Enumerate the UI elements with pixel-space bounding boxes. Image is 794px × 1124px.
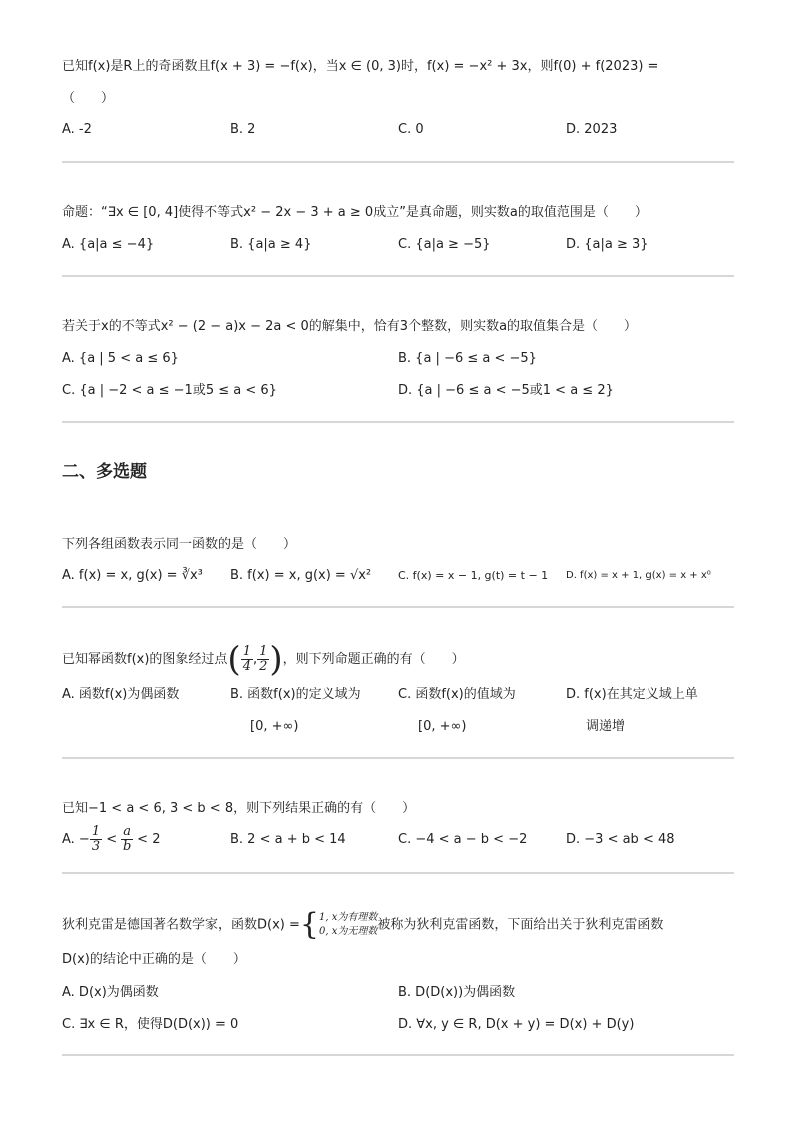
question-1-option-a[interactable]: A. -2	[62, 122, 92, 137]
question-3-option-a[interactable]: A. {a | 5 < a ≤ 6}	[62, 351, 179, 366]
section-title: 二、多选题	[62, 462, 147, 482]
question-1-stem: 已知f(x)是R上的奇函数且f(x + 3) = −f(x)，当x ∈ (0, 3)时，f(x) = −x² + 3x，则f(0) + f(2023) =	[62, 59, 659, 74]
question-5-stem-post: ，则下列命题正确的有（ ）	[282, 652, 465, 667]
question-4-option-d[interactable]: D. f(x) = x + 1, g(x) = x + x⁰	[566, 570, 711, 581]
divider	[62, 161, 734, 163]
left-paren: (	[227, 639, 241, 680]
divider	[62, 872, 734, 874]
divider	[62, 1054, 734, 1056]
question-7-option-b[interactable]: B. D(D(x))为偶函数	[398, 985, 516, 1000]
question-5-option-c[interactable]: C. 函数f(x)的值域为 [0, +∞)	[398, 687, 516, 734]
question-5-stem: 已知幂函数f(x)的图象经过点( $\frac{1}{4}$ , $\frac{1}{2}$ )，则下列命题正确的有（ ）	[62, 639, 465, 680]
divider	[62, 421, 734, 423]
question-6-stem: 已知−1 < a < 6, 3 < b < 8，则下列结果正确的有（ ）	[62, 801, 416, 816]
question-2-option-a[interactable]: A. {a|a ≤ −4}	[62, 237, 155, 252]
question-1-answer-blank: （ ）	[62, 91, 115, 106]
right-paren: )	[269, 639, 283, 680]
question-6-option-d[interactable]: D. −3 < ab < 48	[566, 832, 675, 847]
question-6-option-a[interactable]: A. − $\frac{1}{3}$ < $\frac{a}{b}$ < 2	[62, 824, 161, 854]
question-1-option-b[interactable]: B. 2	[230, 122, 256, 137]
question-7-option-c[interactable]: C. ∃x ∈ R，使得D(D(x)) = 0	[62, 1017, 239, 1032]
question-7-stem: 狄利克雷是德国著名数学家，函数D(x) ={ 1, x为有理数 0, x为无理数 被称为狄利克雷函数，下面给出关于狄利克雷函数	[62, 907, 664, 942]
question-4-option-a[interactable]: A. f(x) = x, g(x) = ∛x³	[62, 568, 203, 583]
question-4-stem: 下列各组函数表示同一函数的是（ ）	[62, 537, 297, 552]
question-7-option-a[interactable]: A. D(x)为偶函数	[62, 985, 159, 1000]
question-2-option-d[interactable]: D. {a|a ≥ 3}	[566, 237, 649, 252]
question-3-option-c[interactable]: C. {a | −2 < a ≤ −1或5 ≤ a < 6}	[62, 383, 277, 398]
question-5-option-d[interactable]: D. f(x)在其定义域上单 调递增	[566, 687, 698, 734]
question-2-stem: 命题：“∃x ∈ [0, 4]使得不等式x² − 2x − 3 + a ≥ 0成立”是真命题，则实数a的取值范围是（ ）	[62, 205, 648, 220]
divider	[62, 757, 734, 759]
question-3-option-d[interactable]: D. {a | −6 ≤ a < −5或1 < a ≤ 2}	[398, 383, 614, 398]
question-5-stem-pre: 已知幂函数f(x)的图象经过点	[62, 652, 228, 667]
question-1-option-d[interactable]: D. 2023	[566, 122, 618, 137]
question-5-option-a[interactable]: A. 函数f(x)为偶函数	[62, 687, 180, 702]
piecewise-cases: 1, x为有理数 0, x为无理数	[318, 912, 378, 937]
question-3-option-b[interactable]: B. {a | −6 ≤ a < −5}	[398, 351, 537, 366]
fraction-x: $\frac{1}{4}$	[242, 644, 251, 674]
question-7-stem-line2: D(x)的结论中正确的是（ ）	[62, 952, 246, 967]
fraction-y: $\frac{1}{2}$	[259, 644, 268, 674]
question-2-option-c[interactable]: C. {a|a ≥ −5}	[398, 237, 491, 252]
question-7-option-d[interactable]: D. ∀x, y ∈ R, D(x + y) = D(x) + D(y)	[398, 1017, 635, 1032]
question-4-option-c[interactable]: C. f(x) = x − 1, g(t) = t − 1	[398, 569, 549, 582]
divider	[62, 606, 734, 608]
question-4-option-b[interactable]: B. f(x) = x, g(x) = √x²	[230, 568, 372, 583]
left-brace: {	[299, 907, 319, 942]
question-5-option-b[interactable]: B. 函数f(x)的定义域为 [0, +∞)	[230, 687, 361, 734]
question-3-stem: 若关于x的不等式x² − (2 − a)x − 2a < 0的解集中，恰有3个整数，则实数a的取值集合是（ ）	[62, 319, 638, 334]
divider	[62, 275, 734, 277]
question-6-option-c[interactable]: C. −4 < a − b < −2	[398, 832, 528, 847]
question-1-option-c[interactable]: C. 0	[398, 122, 424, 137]
question-2-option-b[interactable]: B. {a|a ≥ 4}	[230, 237, 312, 252]
question-6-option-b[interactable]: B. 2 < a + b < 14	[230, 832, 346, 847]
